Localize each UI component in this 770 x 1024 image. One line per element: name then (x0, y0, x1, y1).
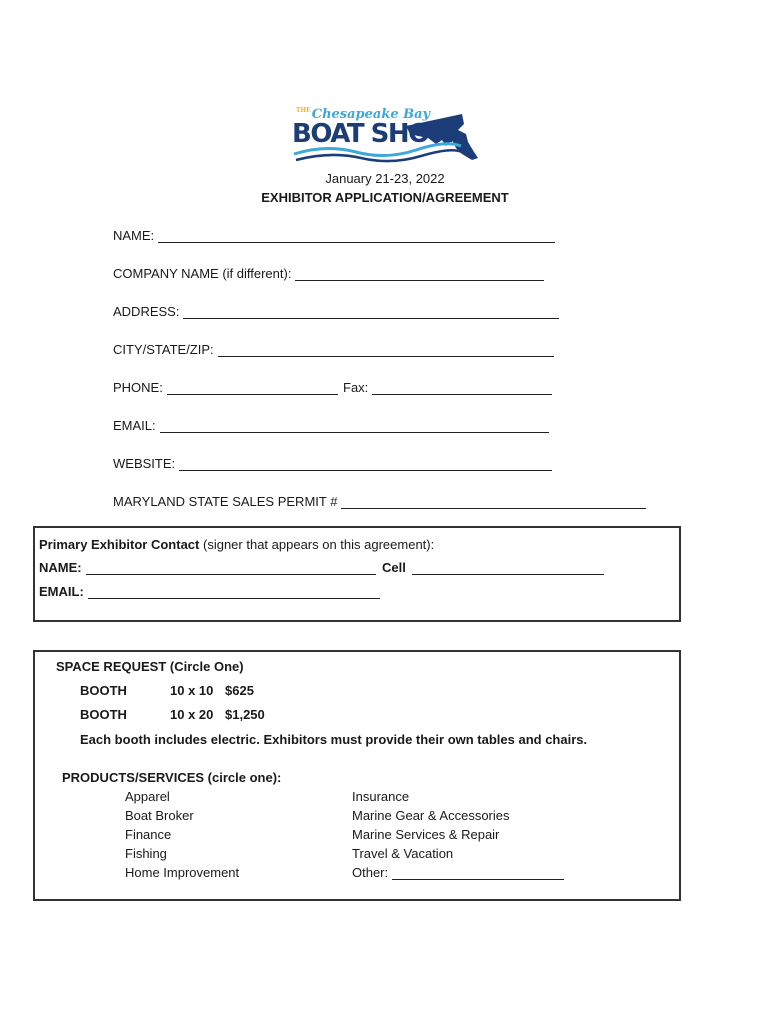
booth-1-label[interactable]: BOOTH (80, 683, 127, 698)
city-line[interactable] (218, 344, 554, 357)
company-line[interactable] (295, 268, 544, 281)
product-insurance[interactable]: Insurance (352, 789, 410, 804)
address-line[interactable] (183, 306, 559, 319)
contact-email-field[interactable] (39, 584, 380, 599)
contact-cell-line[interactable] (412, 562, 604, 575)
permit-label: MARYLAND STATE SALES PERMIT # (113, 494, 338, 509)
permit-line[interactable] (341, 496, 646, 509)
product-marine-services[interactable]: Marine Services & Repair (352, 827, 500, 842)
product-other-label: Other: (352, 865, 389, 880)
product-marine-gear[interactable]: Marine Gear & Accessories (352, 808, 510, 823)
phone-line[interactable] (167, 382, 338, 395)
email-field[interactable] (113, 418, 549, 433)
booth-2-price[interactable]: $1,250 (225, 707, 265, 722)
fax-field[interactable] (343, 380, 552, 395)
website-field[interactable] (113, 456, 552, 471)
product-home-improvement[interactable]: Home Improvement (125, 865, 240, 880)
booth-note: Each booth includes electric. Exhibitors must provide their own tables and chairs. (80, 732, 588, 747)
address-label: ADDRESS: (113, 304, 180, 319)
fax-label: Fax: (343, 380, 369, 395)
booth-2-label[interactable]: BOOTH (80, 707, 127, 722)
booth-1-price[interactable]: $625 (225, 683, 254, 698)
primary-contact-heading (39, 537, 434, 552)
email-label: EMAIL: (113, 418, 156, 433)
email-line[interactable] (160, 420, 549, 433)
address-field[interactable] (113, 304, 559, 319)
logo-the: THE (296, 107, 311, 114)
product-fishing[interactable]: Fishing (125, 846, 167, 861)
product-travel[interactable]: Travel & Vacation (352, 846, 454, 861)
name-field[interactable] (113, 228, 555, 243)
phone-label: PHONE: (113, 380, 163, 395)
form-title: EXHIBITOR APPLICATION/AGREEMENT (261, 190, 509, 205)
name-line[interactable] (158, 230, 555, 243)
product-finance[interactable]: Finance (125, 827, 172, 842)
contact-name-label: NAME: (39, 560, 82, 575)
website-line[interactable] (179, 458, 552, 471)
product-other-field[interactable] (352, 865, 564, 880)
contact-cell-label: Cell (382, 560, 406, 575)
primary-contact-heading-rest: (signer that appears on this agreement): (203, 537, 435, 552)
space-request-heading: SPACE REQUEST (Circle One) (56, 659, 244, 674)
products-heading: PRODUCTS/SERVICES (circle one): (62, 770, 282, 785)
logo-top-text: Chesapeake Bay (311, 107, 431, 122)
permit-field[interactable] (113, 494, 646, 509)
company-label: COMPANY NAME (if different): (113, 266, 292, 281)
fax-line[interactable] (372, 382, 552, 395)
event-date: January 21-23, 2022 (325, 171, 445, 186)
contact-name-field[interactable] (39, 560, 376, 575)
logo-title: BOAT SHOW (292, 119, 456, 149)
contact-cell-field[interactable] (382, 560, 604, 575)
booth-1-size[interactable]: 10 x 10 (170, 683, 214, 698)
product-apparel[interactable]: Apparel (125, 789, 170, 804)
product-other-line[interactable] (392, 867, 564, 880)
product-boat-broker[interactable]: Boat Broker (125, 808, 194, 823)
contact-email-line[interactable] (88, 586, 380, 599)
contact-name-line[interactable] (86, 562, 376, 575)
phone-field[interactable] (113, 380, 338, 395)
city-label: CITY/STATE/ZIP: (113, 342, 214, 357)
city-state-zip-field[interactable] (113, 342, 554, 357)
website-label: WEBSITE: (113, 456, 176, 471)
primary-contact-heading-bold: Primary Exhibitor Contact (39, 537, 200, 552)
name-label: NAME: (113, 228, 155, 243)
contact-email-label: EMAIL: (39, 584, 84, 599)
booth-2-size[interactable]: 10 x 20 (170, 707, 214, 722)
company-field[interactable] (113, 266, 544, 281)
